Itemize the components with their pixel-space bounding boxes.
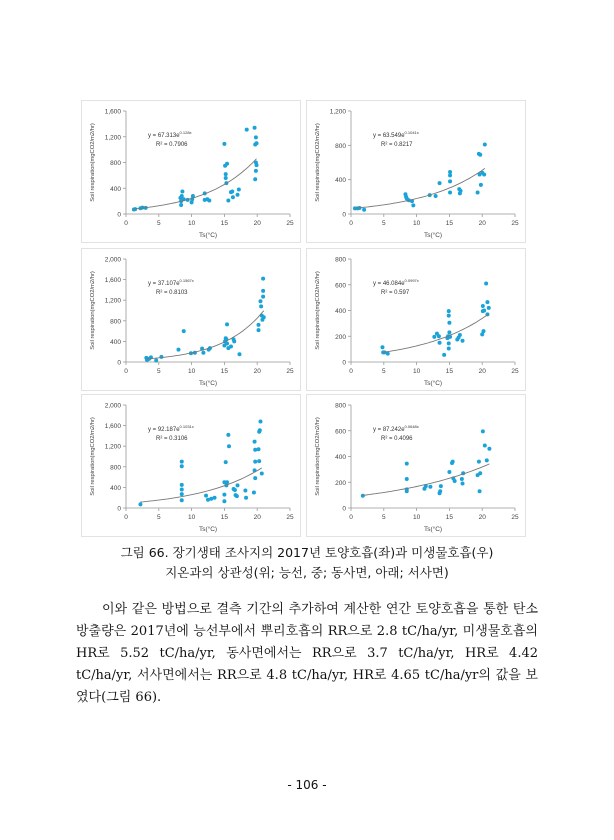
data-point [154,358,158,362]
x-tick-label: 25 [286,368,294,375]
data-point [411,203,415,207]
x-tick-label: 15 [445,514,454,521]
data-point [244,496,248,500]
y-tick-label: 400 [110,338,121,346]
data-point [485,458,489,462]
data-point [253,476,257,480]
data-point [447,346,451,350]
data-point [257,328,261,332]
chart-soil-respiration-ridge [81,100,301,243]
exponential-trendline [140,468,261,502]
caption-line-1: 그림 66. 장기생태 조사지의 2017년 토양호흡(좌)과 미생물호흡(우) [120,545,494,560]
x-axis-label: Ts(°C) [423,526,443,533]
r-squared-label: R² = 0.597 [381,290,410,296]
x-tick-label: 10 [187,514,196,521]
x-tick-label: 0 [124,220,128,227]
scatter-plot [307,395,525,536]
data-point [261,289,265,293]
trendline-equation: $y = 63.549e^{0.1041x}$ [373,130,419,139]
y-tick-label: 600 [335,428,346,436]
data-point [201,351,205,355]
data-point [448,191,452,195]
data-point [261,277,265,281]
y-tick-label: 0 [117,505,121,513]
chart-microbial-respiration-west-slope [306,394,526,537]
data-point [258,428,262,432]
data-point [447,309,451,313]
data-point [254,135,258,139]
y-tick-label: 200 [335,333,346,341]
r-squared-label: R² = 0.3106 [156,436,188,442]
data-point [482,309,486,313]
trendline-exponent: 0.128x [179,130,192,135]
y-tick-label: 800 [110,464,121,472]
data-point [461,339,465,343]
figure-caption [0,543,614,583]
data-point [438,489,442,493]
r-squared-label: R² = 0.4096 [381,436,413,442]
x-tick-label: 15 [220,220,229,227]
data-point [180,464,184,468]
data-point [230,189,234,193]
x-tick-label: 25 [511,368,519,375]
data-point [461,482,465,486]
y-axis-label: Soil respiration(mgCO2/m2/hr) [90,123,96,202]
data-point [253,177,257,181]
trendline-equation: $y = 67.313e^{0.128x}$ [148,130,192,139]
y-tick-label: 400 [110,484,121,492]
data-point [237,352,241,356]
data-point [224,172,228,176]
y-tick-label: 400 [335,308,346,315]
x-tick-label: 5 [381,220,386,227]
x-tick-label: 5 [156,514,161,521]
y-tick-label: 400 [335,177,346,185]
y-tick-label: 1,200 [104,134,121,142]
x-tick-label: 25 [511,514,519,521]
exponential-trendline [363,464,490,496]
x-tick-label: 10 [412,220,421,227]
data-point [231,195,235,199]
chart-soil-respiration-east-slope [81,248,301,391]
data-point [222,493,226,497]
trendline-equation: $y = 87.242e^{0.0648x}$ [373,424,419,433]
data-point [483,444,487,448]
chart-microbial-respiration-ridge [306,100,526,243]
data-point [481,429,485,433]
x-tick-label: 20 [478,368,486,375]
data-point [255,141,259,145]
y-tick-label: 1,200 [329,108,346,116]
y-tick-label: 1,200 [104,297,121,305]
y-axis-label: Soil respiration(mgCO2/m2/hr) [315,271,321,350]
data-point [224,176,228,180]
x-tick-label: 20 [478,220,486,227]
data-point [432,335,436,339]
y-tick-label: 800 [110,318,121,326]
data-point [485,300,489,304]
data-point [260,471,264,475]
data-point [448,173,452,177]
data-point [434,194,438,198]
data-point [476,191,480,195]
data-point [479,183,483,187]
data-point [204,494,208,498]
data-point [261,295,265,299]
x-tick-label: 10 [412,368,421,375]
data-point [478,489,482,493]
x-tick-label: 5 [381,514,386,521]
data-point [460,477,464,481]
caption-line-2: 지온과의 상관성(위; 능선, 중; 동사면, 아래; 서사면) [165,565,449,580]
data-point [437,334,441,338]
data-point [253,440,257,444]
data-point [252,491,256,495]
data-point [447,314,451,318]
trendline-exponent: 0.0997x [404,278,419,283]
data-point [405,462,409,466]
data-point [257,323,261,327]
y-axis-label: Soil respiration(mgCO2/m2/hr) [315,417,321,496]
data-point [232,339,236,343]
data-point [362,208,366,212]
data-point [226,198,230,202]
x-tick-label: 15 [220,514,229,521]
y-tick-label: 800 [335,402,346,410]
data-point [483,142,487,146]
data-point [229,345,233,349]
data-point [405,489,409,493]
y-tick-label: 1,600 [104,277,121,285]
scatter-plot [307,249,525,390]
scatter-plot [307,101,525,242]
y-axis-label: Soil respiration(mgCO2/m2/hr) [315,123,321,202]
x-tick-label: 0 [124,514,128,521]
trendline-exponent: 0.1041x [404,130,419,135]
data-point [180,498,184,502]
data-point [176,348,180,352]
exponential-trendline [355,168,485,208]
data-point [453,479,457,483]
data-point [180,492,184,496]
data-point [233,488,237,492]
x-tick-label: 20 [253,220,261,227]
x-tick-label: 20 [478,514,486,521]
x-tick-label: 15 [445,368,454,375]
trendline-equation: $y = 92.187e^{0.1031x}$ [148,424,194,433]
data-point [405,477,409,481]
data-point [448,179,452,183]
y-tick-label: 1,200 [104,443,121,451]
data-point [180,189,184,193]
x-tick-label: 20 [253,368,261,375]
y-tick-label: 0 [342,505,346,513]
y-tick-label: 1,600 [104,108,121,116]
y-tick-label: 0 [117,211,121,219]
data-point [180,460,184,464]
data-point [428,485,432,489]
data-point [253,460,257,464]
y-tick-label: 400 [110,185,121,193]
data-point [159,355,163,359]
data-point [255,163,259,167]
data-point [258,419,262,423]
data-point [253,126,257,130]
x-axis-label: Ts(°C) [198,380,218,387]
data-point [243,488,247,492]
data-point [481,304,485,308]
data-point [380,345,384,349]
x-tick-label: 5 [381,368,386,375]
trendline-exponent: 0.1031x [179,424,194,429]
x-tick-label: 25 [286,220,294,227]
x-tick-label: 20 [253,514,261,521]
x-tick-label: 0 [349,514,353,521]
x-tick-label: 25 [286,514,294,521]
y-tick-label: 800 [335,256,346,264]
trendline-equation: $y = 46.084e^{0.0997x}$ [373,278,419,287]
data-point [482,173,486,177]
data-point [222,142,226,146]
x-tick-label: 0 [349,368,353,375]
data-point [259,304,263,308]
data-point [257,447,261,451]
y-tick-label: 200 [335,479,346,487]
scatter-plot [82,249,300,390]
data-point [236,193,240,197]
y-axis-label: Soil respiration(mgCO2/m2/hr) [90,271,96,350]
data-point [482,329,486,333]
data-point [254,169,258,173]
chart-soil-respiration-west-slope [81,394,301,537]
data-point [236,483,240,487]
data-point [235,494,239,498]
x-tick-label: 10 [412,514,421,521]
data-point [225,162,229,166]
data-point [484,281,488,285]
data-point [245,128,249,132]
trendline-exponent: 0.0648x [404,424,419,429]
x-tick-label: 0 [349,220,353,227]
trendline-exponent: 0.1567x [179,278,194,283]
x-axis-label: Ts(°C) [198,526,218,533]
x-tick-label: 5 [156,220,161,227]
data-point [226,433,230,437]
data-point [477,460,481,464]
data-point [182,329,186,333]
y-tick-label: 0 [342,359,346,367]
data-point [225,341,229,345]
y-tick-label: 400 [335,454,346,461]
y-tick-label: 600 [335,282,346,290]
x-tick-label: 15 [220,368,229,375]
y-tick-label: 2,000 [104,256,121,264]
data-point [180,483,184,487]
r-squared-label: R² = 0.8217 [381,142,413,148]
data-point [138,502,142,506]
y-tick-label: 0 [117,359,121,367]
data-point [442,353,446,357]
x-tick-label: 15 [445,220,454,227]
data-point [361,494,365,498]
data-point [207,198,211,202]
y-tick-label: 1,600 [104,423,121,431]
data-point [224,460,228,464]
scatter-plot [82,395,300,536]
x-tick-label: 0 [124,368,128,375]
scatter-plot [82,101,300,242]
x-tick-label: 25 [511,220,519,227]
data-point [179,203,183,207]
data-point [487,306,491,310]
data-point [237,188,241,192]
data-point [180,487,184,491]
x-tick-label: 10 [187,220,196,227]
y-tick-label: 800 [335,142,346,150]
x-axis-label: Ts(°C) [423,380,443,387]
data-point [222,499,226,503]
data-point [213,496,217,500]
data-point [225,480,229,484]
x-tick-label: 10 [187,368,196,375]
data-point [438,341,442,345]
body-paragraph: 이와 같은 방법으로 결측 기간의 추가하여 계산한 연간 토양호흡을 통한 탄소방출량은 2017년에 능선부에서 뿌리호흡의 RR으로 2.8 tC/ha/yr, 미생물호흡의 HR로 5.52 tC/ha/yr, 동사면에서는 RR으로 3.7 tC/ha/yr, HR로 4.42 tC/ha/yr, 서사면에서는 RR으로 4.8 tC/ha/yr, HR로 4.65 tC/ha/yr의 값을 보였다(그림 66). [76,602,538,705]
data-point [257,459,261,463]
data-point [459,189,463,193]
data-point [439,484,443,488]
y-tick-label: 0 [342,211,346,219]
data-point [451,460,455,464]
x-axis-label: Ts(°C) [423,232,443,239]
r-squared-label: R² = 0.7906 [156,142,188,148]
trendline-equation: $y = 37.107e^{0.1567x}$ [148,278,194,287]
data-point [447,470,451,474]
data-point [258,299,262,303]
y-tick-label: 2,000 [104,402,121,410]
data-point [225,322,229,326]
data-point [447,330,451,334]
data-point [487,447,491,451]
x-tick-label: 5 [156,368,161,375]
page-number: - 106 - [287,778,327,792]
y-tick-label: 800 [110,160,121,167]
data-point [262,315,266,319]
chart-microbial-respiration-east-slope [306,248,526,391]
data-point [458,333,462,337]
data-point [448,170,452,174]
data-point [227,444,231,448]
y-axis-label: Soil respiration(mgCO2/m2/hr) [90,417,96,496]
data-point [447,321,451,325]
data-point [438,181,442,185]
exponential-trendline [134,159,257,209]
data-point [478,471,482,475]
data-point [478,153,482,157]
r-squared-label: R² = 0.8103 [156,290,188,296]
x-axis-label: Ts(°C) [198,232,218,239]
data-point [447,341,451,345]
